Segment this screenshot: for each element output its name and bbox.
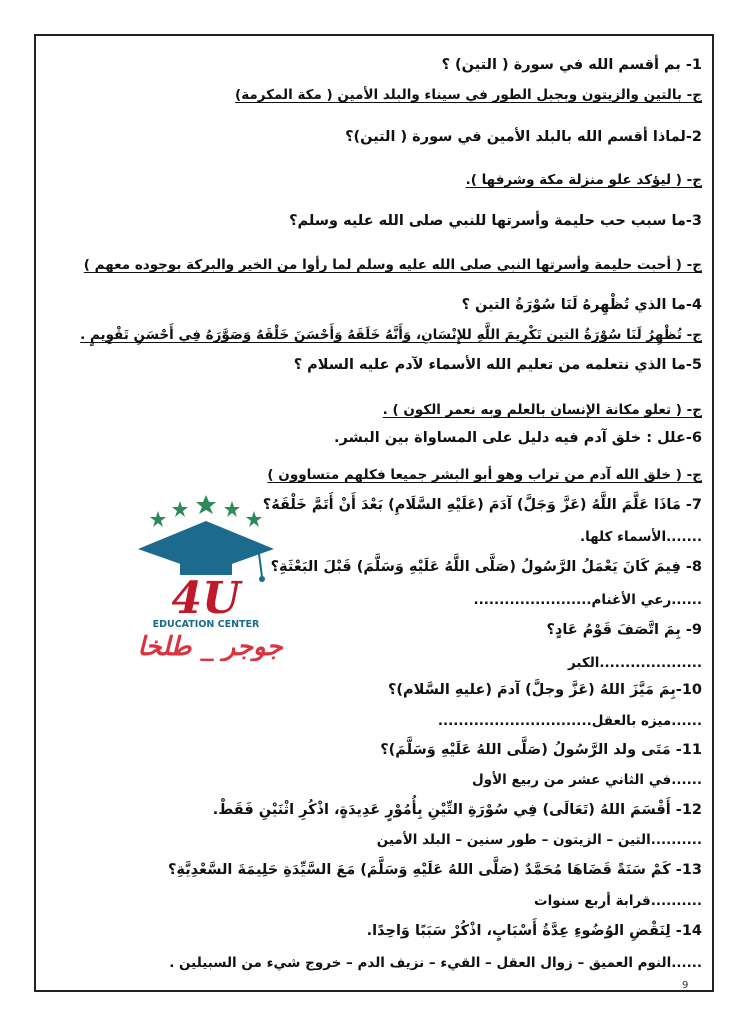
logo-graphic — [128, 491, 308, 661]
answer-text: ج- تُظْهِرُ لَنَا سُوْرَةُ التين تَكْرِيمَ اللَّهِ للإِنْسَانِ، وَأَنَّهُ خَلَقَهُ وَأَحْسَنَ خَلْقَهُ وَصَوَّرَهُ فِي أَحْسَنِ تَقْوِيمٍ . — [80, 327, 702, 343]
answer-text: ج- ( تعلو مكانة الإنسان بالعلم وبه نعمر الكون ) . — [382, 402, 702, 418]
answer-text: ..........قرابة أربع سنوات — [534, 893, 702, 909]
answer-text: ......ميزه بالعقل.............................. — [437, 713, 702, 729]
page-number: 9 — [682, 980, 689, 991]
question-text: 13- كَمْ سَنَةً قَضَاهَا مُحَمَّدٌ (صَلَّى اللهُ عَلَيْهِ وَسَلَّمَ) مَعَ السَّيِّدَةِ حَلِيمَةَ السَّعْدِيَّةِ؟ — [168, 862, 702, 878]
question-text: 7- مَاذَا عَلَّمَ اللَّهُ (عَزَّ وَجَلَّ) آدَمَ (عَلَيْهِ السَّلَامِ) بَعْدَ أَنْ أَتَمَّ خَلْقَهُ؟ — [262, 497, 702, 513]
answer-text: .......الأسماء كلها. — [579, 529, 702, 545]
question-text: 14- لِنَقْضِ الوُضُوءِ عِدَّةُ أَسْبَابٍ، اذْكُرْ سَبَبًا وَاحِدًا. — [366, 923, 702, 939]
answer-text: ....................الكبر — [567, 655, 702, 671]
logo-signature: جوجر _ طلخا — [137, 632, 283, 661]
question-text: 1- بم أقسم الله في سورة ( التين) ؟ — [441, 57, 702, 73]
education-center-logo — [128, 491, 308, 661]
question-text: 3-ما سبب حب حليمة وأسرتها للنبي صلى الله عليه وسلم؟ — [289, 213, 702, 229]
watermark-text — [336, 116, 476, 956]
answer-text: ج- بالتين والزيتون وبجبل الطور في سيناء والبلد الأمين ( مكة المكرمة) — [235, 87, 702, 103]
question-text: 2-لماذا أقسم الله بالبلد الأمين في سورة ( التين)؟ — [345, 129, 702, 145]
answer-text: ج- ( ليؤكد علو منزلة مكة وشرفها ). — [465, 172, 702, 188]
question-text: 6-علل : خلق آدم فيه دليل على المساواة بين البشر. — [334, 430, 702, 446]
answer-text: ج- ( خلق الله آدم من تراب وهو أبو البشر جميعا فكلهم متساوون ) — [267, 467, 702, 483]
question-text: 9- بِمَ اتَّصَفَ قَوْمُ عَادٍ؟ — [546, 622, 702, 638]
answer-text: ......رعي الأغنام....................... — [473, 592, 702, 608]
answer-text: ج- ( أحبت حليمة وأسرتها النبي صلى الله عليه وسلم لما رأوا من الخير والبركة بوجوده معهم ) — [83, 257, 702, 273]
question-text: 10-بِمَ مَيَّزَ اللهُ (عَزَّ وجلَّ) آدمَ (عليهِ السَّلام)؟ — [387, 682, 702, 698]
question-text: 11- مَتَى ولد الرَّسُولُ (صَلَّى اللهُ عَلَيْهِ وَسَلَّمَ)؟ — [380, 742, 702, 758]
answer-text: ..........التين – الزيتون – طور سنين – البلد الأمين — [376, 832, 702, 848]
question-text: 5-ما الذي نتعلمه من تعليم الله الأسماء لآدم عليه السلام ؟ — [293, 357, 702, 373]
worksheet-frame — [34, 34, 714, 992]
question-text: 8- فِيمَ كَانَ يَعْمَلُ الرَّسُولُ (صَلَّى اللَّهُ عَلَيْهِ وَسَلَّمَ) قَبْلَ البَعْثَةِ؟ — [270, 559, 702, 575]
question-text: 4-ما الذي تُظْهِرهُ لَنَا سُوْرَةُ التين ؟ — [461, 297, 702, 313]
answer-text: ......النوم العميق – زوال العقل – القيء – نزيف الدم – خروج شيء من السبيلين . — [169, 955, 702, 971]
logo-brand-text: 4U — [171, 573, 241, 624]
question-text: 12- أَقْسَمَ اللهُ (تَعَالَى) فِي سُوْرَةِ التِّيْنِ بِأُمُوْرٍ عَدِيدَةٍ، اذْكُرِ اثْنَيْنِ فَقَطْ. — [212, 802, 702, 818]
answer-text: ......في الثاني عشر من ربيع الأول — [472, 772, 702, 788]
logo-subtitle: EDUCATION CENTER — [152, 619, 260, 630]
